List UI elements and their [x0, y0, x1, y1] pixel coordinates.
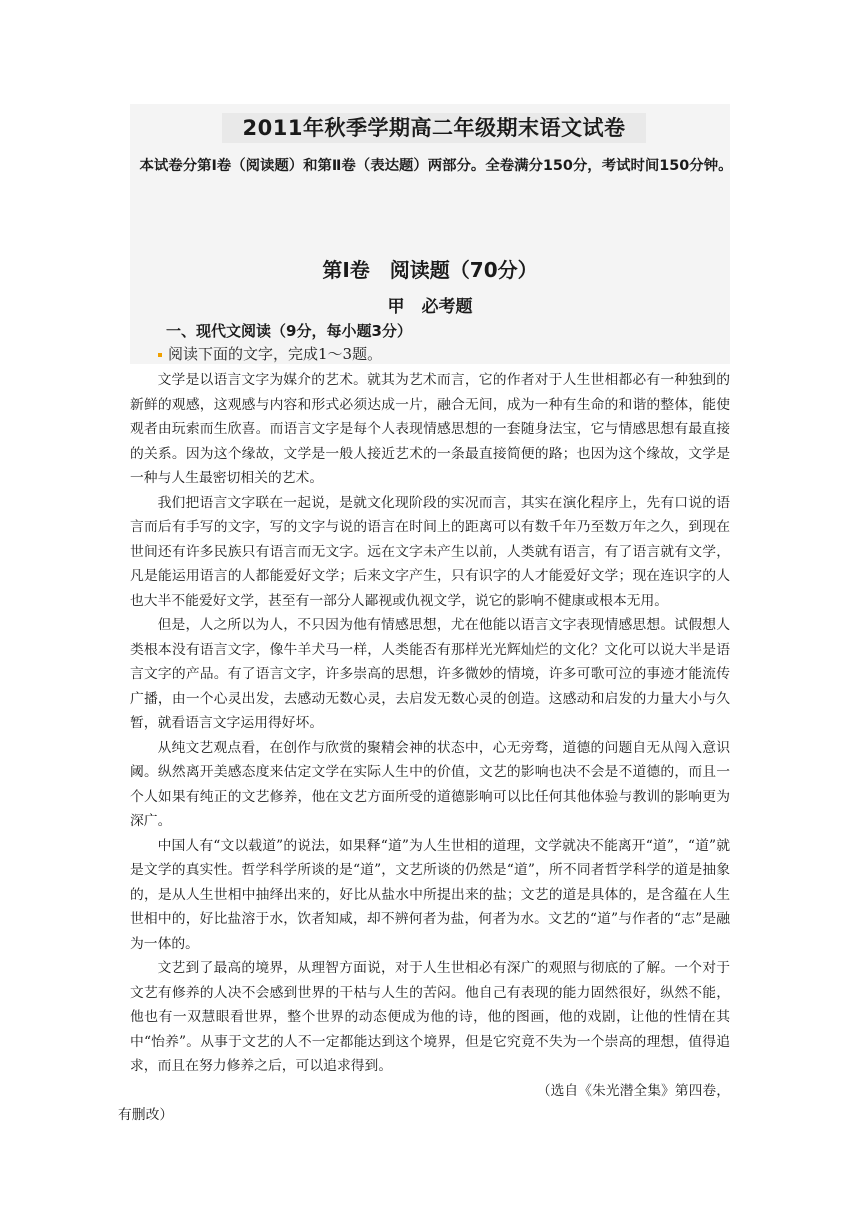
passage-paragraph: 文艺到了最高的境界，从理智方面说，对于人生世相必有深广的观照与彻底的了解。一个对于文艺有修养的人决不会感到世界的干枯与人生的苦闷。他自己有表现的能力固然很好，纵然不能，他也有一双慧眼看世界，整个世界的动态便成为他的诗，他的图画，他的戏剧，让他的性情在其中“怡养”。从事于文艺的人不一定都能达到这个境界，但是它究竟不失为一个崇高的理想，值得追求，而且在努力修养之后，可以追求得到。	[130, 960, 730, 1074]
exam-intro: 本试卷分第Ⅰ卷（阅读题）和第Ⅱ卷（表达题）两部分。全卷满分150分，考试时间150分钟。	[139, 158, 733, 174]
passage-paragraph: 文学是以语言文字为媒介的艺术。就其为艺术而言，它的作者对于人生世相都必有一种独到的新鲜的观感，这观感与内容和形式必须达成一片，融合无间，成为一种有生命的和谐的整体，能使观者由玩索而生欣喜。而语言文字是每个人表现情感思想的一套随身法宝，它与情感思想有最直接的关系。因为这个缘故，文学是一般人接近艺术的一条最直接简便的路；也因为这个缘故，文学是一种与人生最密切相关的艺术。	[130, 372, 730, 486]
question-instruction-row	[158, 343, 718, 365]
question-heading: 一、现代文阅读（9分，每小题3分）	[166, 322, 412, 340]
reading-passage	[118, 368, 730, 1128]
passage-paragraph: 从纯文艺观点看，在创作与欣赏的聚精会神的状态中，心无旁骛，道德的问题自无从闯入意识阈。纵然离开美感态度来估定文学在实际人生中的价值，文艺的影响也决不会是不道德的，而且一个人如果有纯正的文艺修养，他在文艺方面所受的道德影响可以比任何其他体验与教训的影响更为深广。	[130, 739, 730, 829]
exam-title: 2011年秋季学期高二年级期末语文试卷	[222, 113, 646, 143]
volume-title: 第Ⅰ卷 阅读题（70分）	[322, 258, 538, 282]
passage-source-continued: 有删改）	[118, 1107, 174, 1123]
section-title: 甲 必考题	[387, 297, 473, 317]
question-instruction: 阅读下面的文字，完成1～3题。	[168, 345, 383, 363]
passage-paragraph: 我们把语言文字联在一起说，是就文化现阶段的实况而言，其实在演化程序上，先有口说的语言而后有手写的文字，写的文字与说的语言在时间上的距离可以有数千年乃至数万年之久，到现在世间还有许多民族只有语言而无文字。远在文字未产生以前，人类就有语言，有了语言就有文学，凡是能运用语言的人都能爱好文学；后来文字产生，只有识字的人才能爱好文学；现在连识字的人也大半不能爱好文学，甚至有一部分人鄙视或仇视文学，说它的影响不健康或根本无用。	[130, 494, 730, 609]
passage-paragraph: 但是，人之所以为人，不只因为他有情感思想，尤在他能以语言文字表现情感思想。试假想人类根本没有语言文字，像牛羊犬马一样，人类能否有那样光光辉灿烂的文化？文化可以说大半是语言文字的产品。有了语言文字，许多崇高的思想，许多微妙的情境，许多可歌可泣的事迹才能流传广播，由一个心灵出发，去感动无数心灵，去启发无数心灵的创造。这感动和启发的力量大小与久暂，就看语言文字运用得好坏。	[130, 617, 730, 731]
bullet-marker-icon	[158, 353, 162, 357]
passage-source: （选自《朱光潜全集》第四卷，	[536, 1082, 730, 1099]
passage-paragraph: 中国人有“文以载道”的说法，如果释“道”为人生世相的道理，文学就决不能离开“道”，“道”就是文学的真实性。哲学科学所谈的是“道”，文艺所谈的仍然是“道”，所不同者哲学科学的道是抽象的，是从人生世相中抽绎出来的，好比从盐水中所提出来的盐；文艺的道是具体的，是含蕴在人生世相中的，好比盐溶于水，饮者知咸，却不辨何者为盐，何者为水。文艺的“道”与作者的“志”是融为一体的。	[130, 837, 730, 952]
